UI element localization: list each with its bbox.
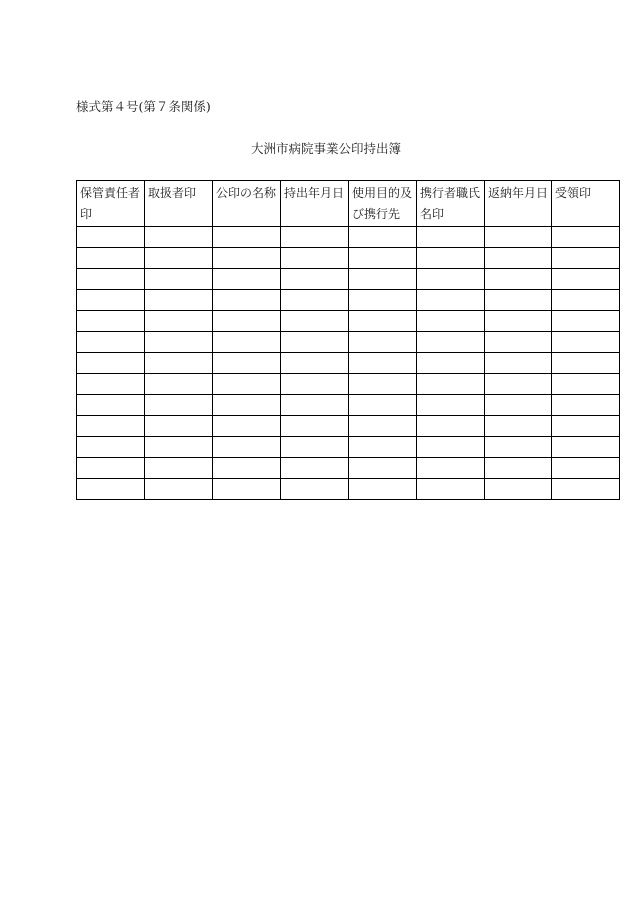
- table-cell: [213, 311, 281, 332]
- table-cell: [485, 437, 552, 458]
- header-handler-seal: 取扱者印: [145, 181, 213, 227]
- document-title: 大洲市病院事業公印持出簿: [250, 141, 401, 156]
- table-cell: [145, 248, 213, 269]
- table-cell: [145, 227, 213, 248]
- table-cell: [145, 437, 213, 458]
- table-cell: [485, 458, 552, 479]
- header-carrier-title-name-seal: 携行者職氏名印: [417, 181, 485, 227]
- table-cell: [552, 332, 620, 353]
- table-cell: [349, 437, 417, 458]
- table-cell: [417, 269, 485, 290]
- table-cell: [213, 269, 281, 290]
- table-cell: [281, 374, 349, 395]
- table-cell: [77, 374, 145, 395]
- table-cell: [417, 416, 485, 437]
- table-cell: [485, 269, 552, 290]
- table-cell: [77, 227, 145, 248]
- table-cell: [552, 227, 620, 248]
- table-cell: [77, 458, 145, 479]
- table-row: [77, 479, 620, 500]
- table-cell: [485, 416, 552, 437]
- table-cell: [349, 353, 417, 374]
- table-cell: [281, 290, 349, 311]
- header-custodian-seal: 保管責任者印: [77, 181, 145, 227]
- table-cell: [145, 395, 213, 416]
- table-cell: [281, 248, 349, 269]
- table-cell: [77, 248, 145, 269]
- table-cell: [213, 458, 281, 479]
- table-cell: [281, 479, 349, 500]
- table-cell: [349, 269, 417, 290]
- table-cell: [213, 479, 281, 500]
- table-cell: [145, 479, 213, 500]
- table-cell: [349, 458, 417, 479]
- table-cell: [349, 395, 417, 416]
- table-row: [77, 290, 620, 311]
- table-cell: [213, 395, 281, 416]
- table-row: [77, 416, 620, 437]
- table-cell: [485, 227, 552, 248]
- table-cell: [77, 269, 145, 290]
- table-cell: [417, 395, 485, 416]
- table-cell: [213, 227, 281, 248]
- table-cell: [145, 269, 213, 290]
- table-cell: [552, 353, 620, 374]
- table-cell: [552, 416, 620, 437]
- table-cell: [417, 479, 485, 500]
- table-cell: [485, 395, 552, 416]
- table-cell: [552, 437, 620, 458]
- table-cell: [281, 269, 349, 290]
- table-row: [77, 227, 620, 248]
- table-cell: [349, 374, 417, 395]
- table-cell: [77, 290, 145, 311]
- table-cell: [281, 416, 349, 437]
- table-cell: [485, 248, 552, 269]
- table-cell: [349, 332, 417, 353]
- header-seal-name: 公印の名称: [213, 181, 281, 227]
- form-number: 様式第４号(第７条関係): [76, 99, 211, 114]
- table-cell: [213, 416, 281, 437]
- table-row: [77, 311, 620, 332]
- table-row: [77, 437, 620, 458]
- table-cell: [213, 353, 281, 374]
- table-cell: [281, 437, 349, 458]
- table-row: [77, 395, 620, 416]
- table-cell: [77, 437, 145, 458]
- table-cell: [485, 374, 552, 395]
- table-cell: [552, 479, 620, 500]
- table-cell: [77, 311, 145, 332]
- table-cell: [213, 332, 281, 353]
- table-cell: [145, 290, 213, 311]
- table-cell: [417, 458, 485, 479]
- table-cell: [349, 248, 417, 269]
- table-cell: [145, 311, 213, 332]
- table-cell: [213, 290, 281, 311]
- table-cell: [145, 374, 213, 395]
- table-cell: [281, 395, 349, 416]
- table-cell: [281, 311, 349, 332]
- header-return-date: 返納年月日: [485, 181, 552, 227]
- table-cell: [349, 311, 417, 332]
- table-cell: [485, 311, 552, 332]
- table-cell: [213, 437, 281, 458]
- table-cell: [417, 353, 485, 374]
- table-cell: [281, 458, 349, 479]
- table-cell: [552, 290, 620, 311]
- table-cell: [213, 374, 281, 395]
- table-cell: [281, 332, 349, 353]
- table-cell: [77, 479, 145, 500]
- table-cell: [77, 332, 145, 353]
- table-cell: [349, 227, 417, 248]
- table-cell: [349, 479, 417, 500]
- table-cell: [552, 311, 620, 332]
- table-cell: [485, 290, 552, 311]
- table-cell: [552, 458, 620, 479]
- table-cell: [145, 416, 213, 437]
- table-cell: [552, 395, 620, 416]
- table-cell: [417, 227, 485, 248]
- table-cell: [485, 332, 552, 353]
- table-cell: [417, 290, 485, 311]
- table-cell: [485, 479, 552, 500]
- table-row: [77, 374, 620, 395]
- table-cell: [552, 374, 620, 395]
- seal-ledger-table: [76, 180, 620, 500]
- header-takeout-date: 持出年月日: [281, 181, 349, 227]
- table-row: [77, 332, 620, 353]
- table-cell: [281, 227, 349, 248]
- header-receipt-seal: 受領印: [552, 181, 620, 227]
- table-cell: [417, 437, 485, 458]
- table-cell: [77, 395, 145, 416]
- table-cell: [145, 332, 213, 353]
- table-cell: [145, 458, 213, 479]
- table-cell: [349, 416, 417, 437]
- table-header-row: [77, 181, 620, 227]
- table-cell: [552, 248, 620, 269]
- table-body: [77, 227, 620, 500]
- table-cell: [552, 269, 620, 290]
- table-cell: [145, 353, 213, 374]
- table-cell: [485, 353, 552, 374]
- table-row: [77, 353, 620, 374]
- table-cell: [417, 332, 485, 353]
- table-cell: [77, 416, 145, 437]
- table-cell: [213, 248, 281, 269]
- table-cell: [349, 290, 417, 311]
- table-row: [77, 248, 620, 269]
- table-row: [77, 269, 620, 290]
- table-cell: [417, 311, 485, 332]
- table-cell: [417, 248, 485, 269]
- table-row: [77, 458, 620, 479]
- header-purpose-destination: 使用目的及び携行先: [349, 181, 417, 227]
- table-cell: [77, 353, 145, 374]
- table-cell: [281, 353, 349, 374]
- table-cell: [417, 374, 485, 395]
